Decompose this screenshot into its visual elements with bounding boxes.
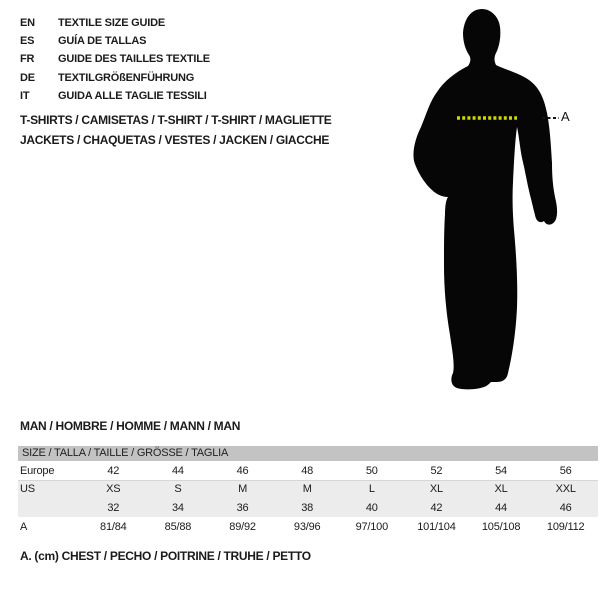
table-cell: 38: [275, 498, 340, 517]
table-cell: 52: [430, 464, 443, 477]
table-cell: 42: [404, 498, 469, 517]
language-row: [20, 32, 210, 50]
table-cell: 54: [495, 464, 507, 477]
table-cell: 97/100: [355, 520, 389, 533]
table-cell: 101/104: [417, 520, 456, 533]
language-label: GUIDE DES TAILLES TEXTILE: [58, 53, 210, 66]
garment-heading-line1: T-SHIRTS / CAMISETAS / T-SHIRT / T-SHIRT / MAGLIETTE: [20, 113, 332, 127]
table-cell: 46: [533, 498, 598, 517]
table-cell: 85/88: [164, 520, 192, 533]
garment-heading-line2: JACKETS / CHAQUETAS / VESTES / JACKEN / GIACCHE: [20, 133, 330, 147]
row-unlabeled-label: [18, 498, 81, 517]
size-table: [18, 446, 598, 536]
table-cell: 105/108: [481, 520, 521, 533]
language-code: ES: [20, 35, 35, 48]
table-cell: 93/96: [293, 520, 321, 533]
language-code: EN: [20, 17, 35, 29]
language-label: TEXTILGRÖßENFÜHRUNG: [58, 71, 195, 84]
table-cell: 46: [236, 464, 249, 477]
row-europe-label: Europe: [20, 464, 55, 477]
table-cell: 40: [340, 498, 405, 517]
language-label: TEXTILE SIZE GUIDE: [58, 17, 166, 29]
language-list: [20, 14, 210, 105]
language-code: FR: [20, 53, 35, 66]
man-silhouette-figure: [400, 0, 600, 400]
language-label: GUIDA ALLE TAGLIE TESSILI: [58, 89, 207, 102]
row-a-label: A: [20, 520, 28, 533]
table-cell: XL: [404, 480, 469, 498]
table-cell: 44: [469, 498, 534, 517]
table-cell: S: [146, 480, 211, 498]
man-silhouette: [413, 9, 557, 389]
table-cell: 109/112: [546, 520, 585, 533]
language-row: [20, 69, 210, 87]
section-heading-man: MAN / HOMBRE / HOMME / MANN / MAN: [20, 419, 241, 433]
table-cell: 42: [107, 464, 120, 477]
man-silhouette-svg: [400, 0, 600, 400]
table-cell: 32: [81, 498, 146, 517]
table-cell: L: [340, 480, 405, 498]
garment-heading: [20, 110, 332, 150]
table-cell: M: [210, 480, 275, 498]
table-cell: XS: [81, 480, 146, 498]
language-label: GUÍA DE TALLAS: [58, 35, 147, 48]
language-code: DE: [20, 71, 35, 84]
language-row: [20, 14, 210, 32]
size-table-header: SIZE / TALLA / TAILLE / GRÖSSE / TAGLIA: [18, 446, 598, 461]
table-cell: 81/84: [100, 520, 127, 533]
table-cell: 50: [365, 464, 378, 477]
table-cell: 34: [146, 498, 211, 517]
table-cell: 89/92: [229, 520, 256, 533]
table-cell: 36: [210, 498, 275, 517]
row-us-label: US: [18, 480, 81, 498]
table-cell: XL: [469, 480, 534, 498]
table-cell: 44: [172, 464, 184, 477]
language-row: [20, 50, 210, 68]
measure-label-a: A: [561, 109, 570, 124]
language-row: [20, 87, 210, 105]
table-cell: 56: [559, 464, 572, 477]
language-code: IT: [20, 89, 30, 102]
footnote-chest: A. (cm) CHEST / PECHO / POITRINE / TRUHE / PETTO: [20, 549, 311, 563]
table-cell: 48: [301, 464, 314, 477]
table-cell: XXL: [533, 480, 598, 498]
table-cell: M: [275, 480, 340, 498]
